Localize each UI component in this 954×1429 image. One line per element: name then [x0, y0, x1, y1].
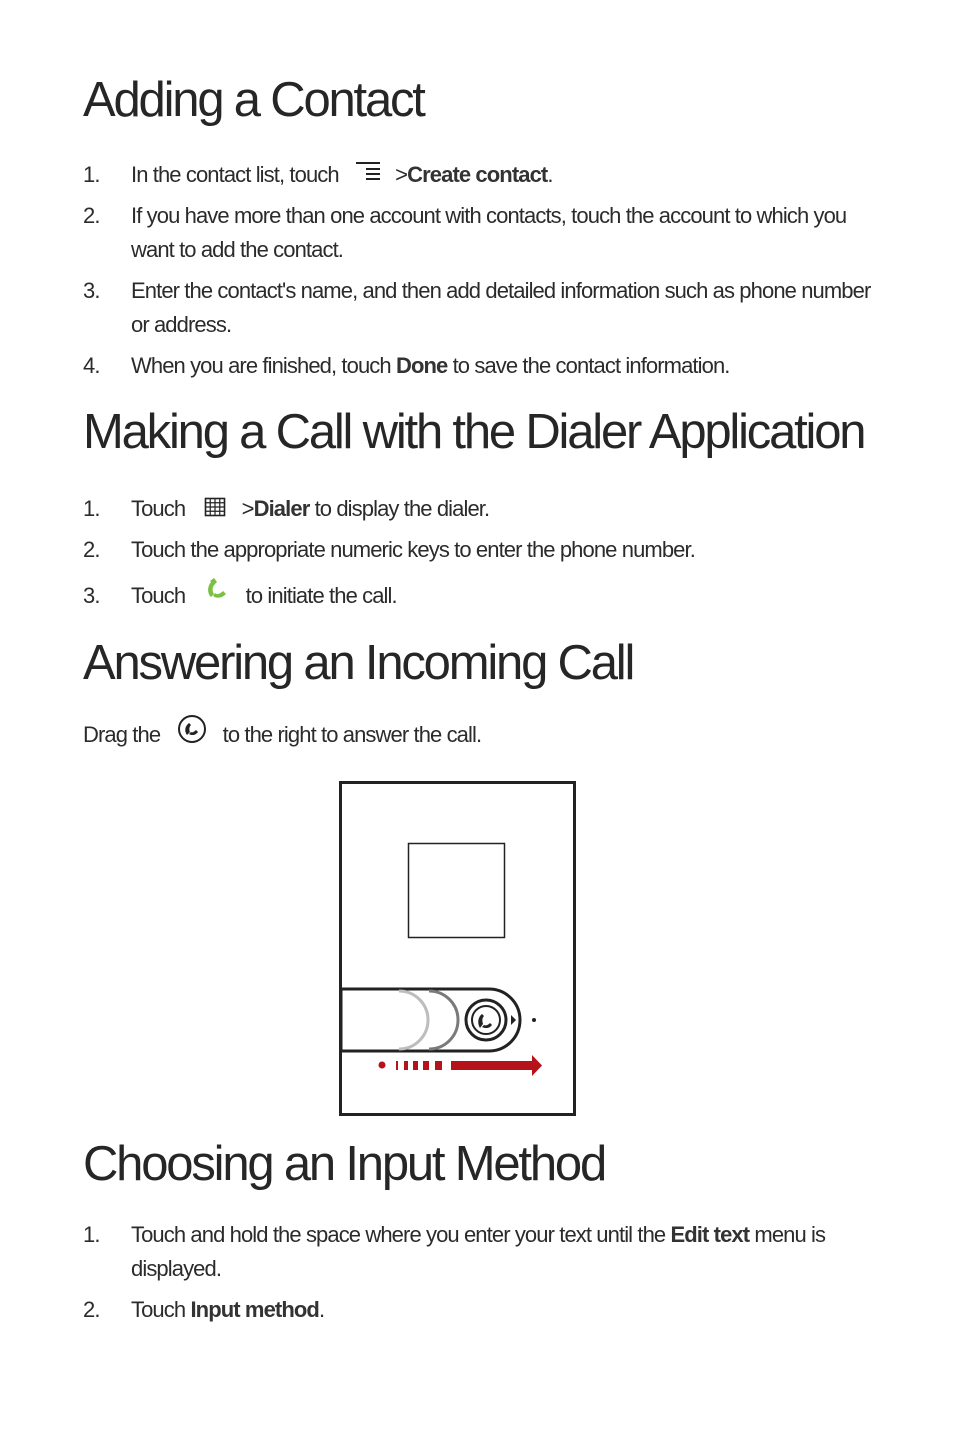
step-text — [131, 349, 891, 383]
step-text — [131, 158, 891, 193]
step-text-pre: Touch — [131, 496, 186, 521]
step-number: 2. — [83, 203, 100, 228]
step-text-post: to initiate the call. — [245, 583, 397, 608]
step-text — [131, 492, 891, 527]
caller-photo-placeholder — [409, 844, 505, 938]
heading-answering-call: Answering an Incoming Call — [83, 636, 634, 690]
apps-grid-icon — [204, 493, 226, 527]
step-number: 3. — [83, 583, 100, 608]
para-text-post: to the right to answer the call. — [222, 722, 482, 747]
edit-text-label: Edit text — [670, 1222, 750, 1247]
done-label: Done — [395, 353, 448, 378]
step-text-post: to display the dialer. — [314, 496, 490, 521]
answer-call-icon — [177, 714, 207, 754]
step-number: 4. — [83, 353, 100, 378]
punctuation: . — [318, 1297, 325, 1322]
heading-adding-contact: Adding a Contact — [83, 73, 424, 127]
heading-dialer: Making a Call with the Dialer Application — [83, 405, 865, 459]
menu-icon — [354, 159, 382, 193]
step-text-pre: When you are finished, touch — [131, 353, 391, 378]
step-text-pre: Touch and hold the space where you enter your text until the — [131, 1222, 666, 1247]
step-text-pre: Touch — [131, 583, 186, 608]
step-number: 1. — [83, 162, 100, 187]
step-text — [131, 1293, 891, 1327]
para-text-pre: Drag the — [83, 722, 161, 747]
step-text: Enter the contact's name, and then add detailed information such as phone number or address. — [131, 278, 871, 337]
incoming-call-illustration — [339, 781, 576, 1116]
step-number: 1. — [83, 496, 100, 521]
heading-input-method: Choosing an Input Method — [83, 1137, 605, 1191]
step-text-post: menu is displayed. — [131, 1222, 826, 1281]
separator: > — [395, 162, 408, 187]
dialer-label: Dialer — [253, 496, 310, 521]
step-text — [131, 579, 891, 613]
instruction-paragraph — [83, 718, 481, 754]
step-text — [131, 1218, 891, 1286]
call-handset-icon — [204, 576, 230, 612]
punctuation: . — [547, 162, 553, 187]
step-number: 3. — [83, 278, 100, 303]
step-number: 2. — [83, 537, 100, 562]
step-text: Touch the appropriate numeric keys to enter the phone number. — [131, 537, 695, 562]
step-number: 1. — [83, 1222, 100, 1247]
step-text-post: to save the contact information. — [452, 353, 730, 378]
step-text-pre: Touch — [131, 1297, 186, 1322]
separator: > — [241, 496, 254, 521]
step-text: If you have more than one account with contacts, touch the account to which you want to add the contact. — [131, 203, 847, 262]
step-number: 2. — [83, 1297, 100, 1322]
step-text-pre: In the contact list, touch — [131, 162, 339, 187]
input-method-label: Input method — [190, 1297, 319, 1322]
create-contact-label: Create contact — [407, 162, 548, 187]
